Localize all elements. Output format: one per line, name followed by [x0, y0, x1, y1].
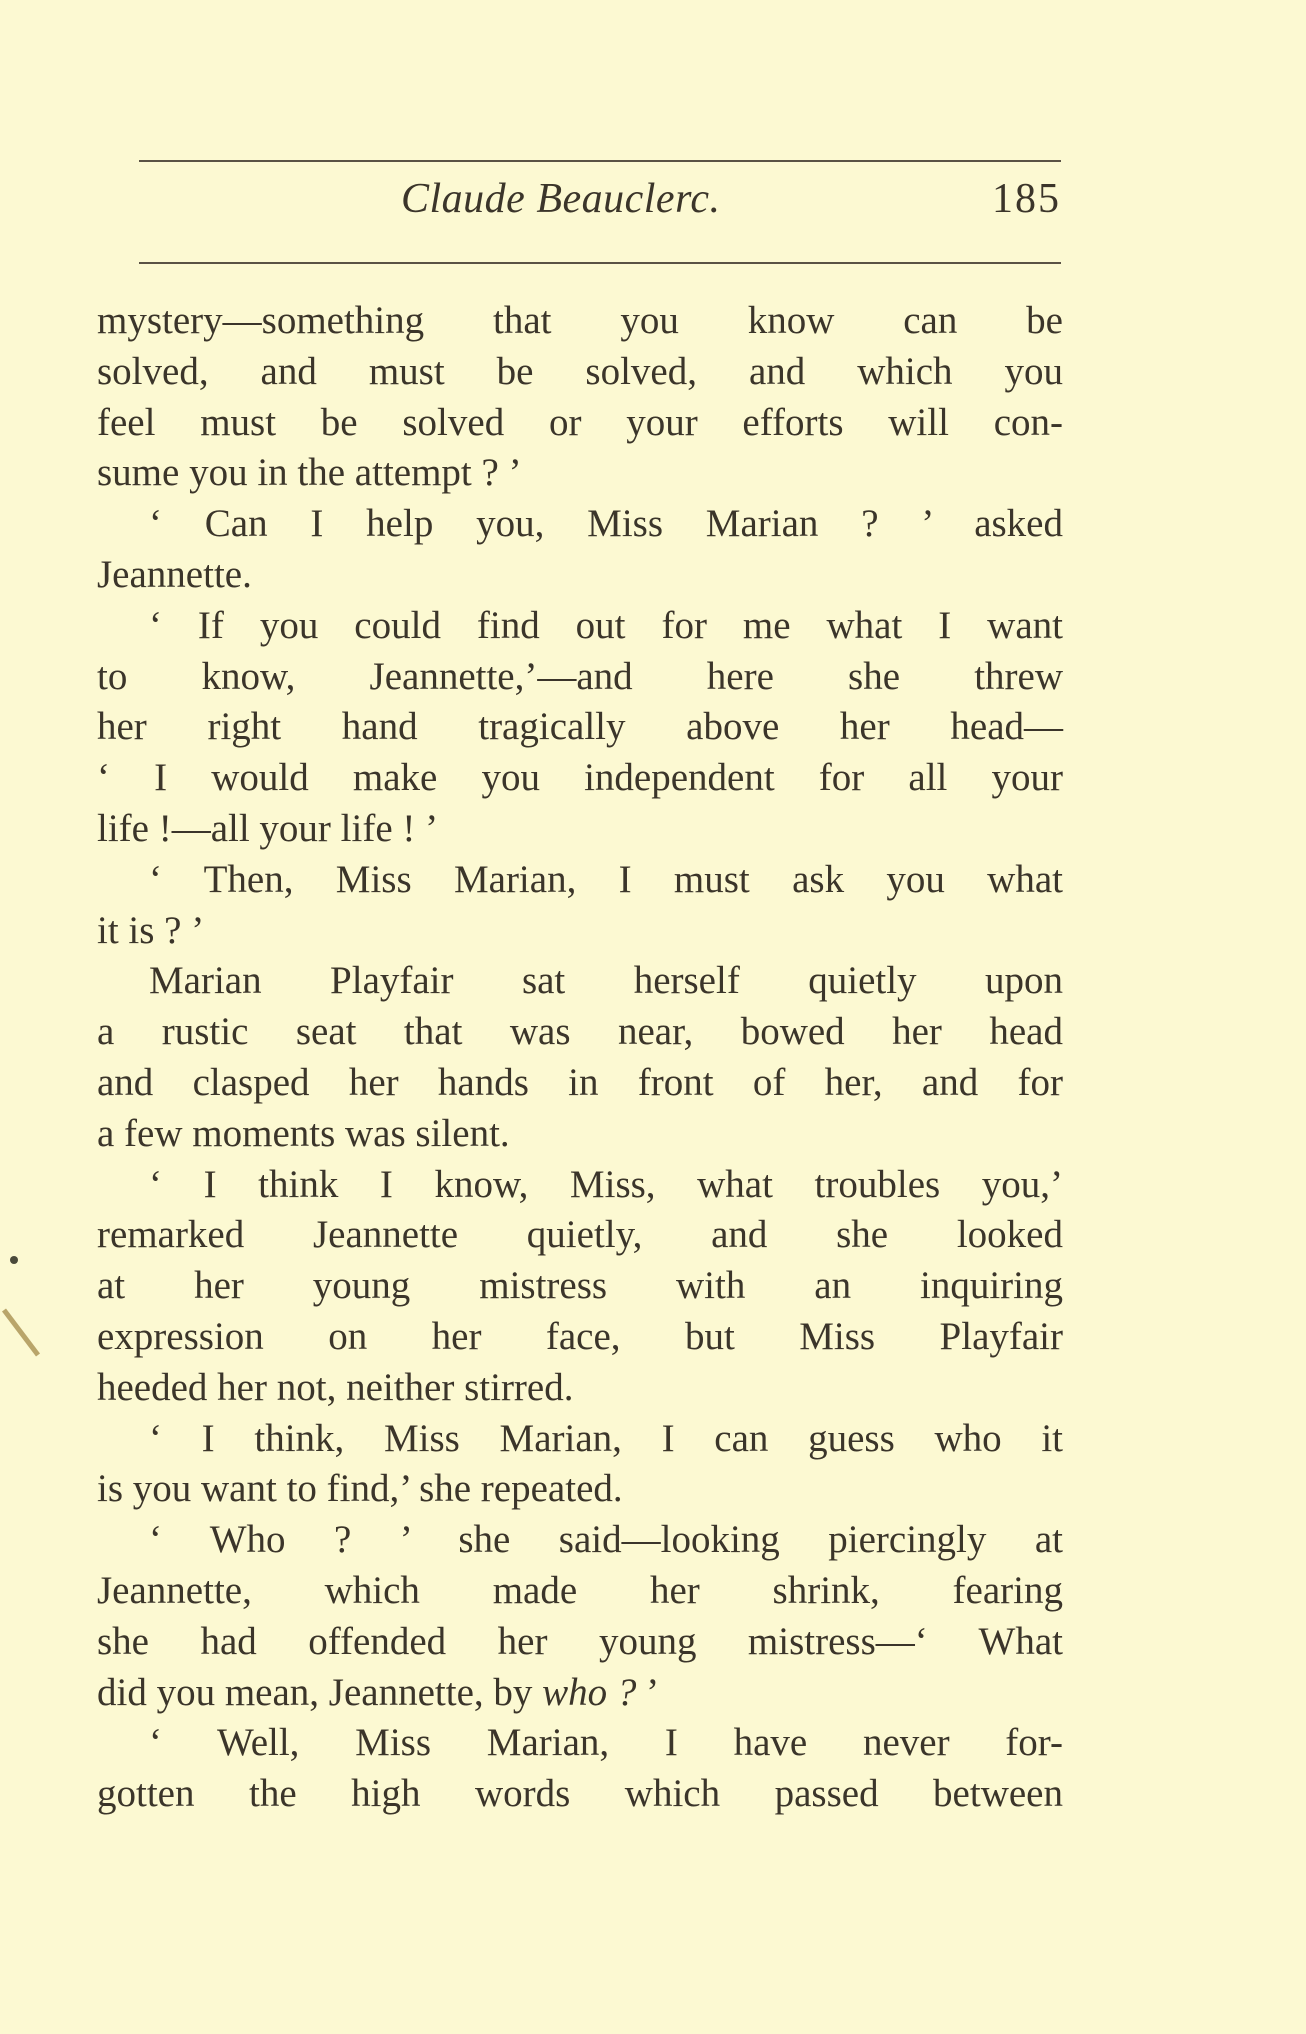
line-text: ‘ I would make you independent for all your	[97, 756, 1063, 800]
line-text: solved, and must be solved, and which you	[97, 349, 1063, 393]
line-text: ‘ Can I help you, Miss Marian ? ’ asked	[149, 502, 1063, 546]
body-text	[97, 296, 1063, 1820]
text-line	[97, 398, 1063, 449]
text-line	[97, 1261, 1063, 1312]
line-text: is you want to find,’ she repeated.	[97, 1467, 623, 1511]
text-line	[97, 1007, 1063, 1058]
text-line	[97, 550, 1063, 601]
line-text: it is ? ’	[97, 908, 205, 952]
text-line	[97, 1414, 1063, 1465]
text-line	[97, 1515, 1063, 1566]
line-text: to know, Jeannette,’—and here she threw	[97, 654, 1063, 698]
text-line	[97, 1109, 1063, 1160]
text-line	[97, 1617, 1063, 1668]
line-text: life !—all your life ! ’	[97, 806, 439, 850]
text-line	[97, 906, 1063, 957]
ink-speck	[10, 1256, 18, 1264]
running-header	[139, 175, 1061, 235]
text-line	[97, 1210, 1063, 1261]
text-line	[97, 1668, 1063, 1719]
line-text: ‘ I think, Miss Marian, I can guess who it	[149, 1416, 1063, 1460]
text-line	[97, 1566, 1063, 1617]
text-line	[97, 347, 1063, 398]
text-line	[97, 1718, 1063, 1769]
page-number: 185	[992, 176, 1061, 222]
italic-word: who ?	[542, 1670, 637, 1714]
running-title: Claude Beauclerc.	[401, 176, 721, 222]
margin-marks	[0, 1230, 60, 1370]
line-text: mystery—something that you know can be	[97, 299, 1063, 342]
text-line	[97, 499, 1063, 550]
line-text: at her young mistress with an inquiring	[97, 1264, 1063, 1308]
text-line	[97, 448, 1063, 499]
line-text: and clasped her hands in front of her, and for	[97, 1060, 1063, 1104]
header-rule-top	[139, 160, 1061, 162]
line-text: her right hand tragically above her head—	[97, 705, 1063, 749]
margin-scratch	[4, 1310, 38, 1355]
text-line	[97, 652, 1063, 703]
line-text: sume you in the attempt ? ’	[97, 451, 522, 495]
line-text: heeded her not, neither stirred.	[97, 1365, 574, 1409]
line-text: gotten the high words which passed between	[97, 1772, 1063, 1816]
line-text: a few moments was silent.	[97, 1111, 510, 1155]
line-text: feel must be solved or your efforts will con-	[97, 400, 1063, 444]
line-text: expression on her face, but Miss Playfair	[97, 1314, 1063, 1358]
text-line	[97, 1363, 1063, 1414]
line-text: a rustic seat that was near, bowed her head	[97, 1010, 1063, 1054]
text-line	[97, 1058, 1063, 1109]
text-line	[97, 1160, 1063, 1211]
text-line	[97, 1769, 1063, 1820]
text-line	[97, 601, 1063, 652]
text-line	[97, 1312, 1063, 1363]
text-line	[97, 753, 1063, 804]
line-text: ‘ I think I know, Miss, what troubles you,’	[149, 1162, 1063, 1206]
text-line	[97, 296, 1063, 347]
line-text: ‘ Then, Miss Marian, I must ask you what	[149, 857, 1063, 901]
text-line	[97, 702, 1063, 753]
text-line	[97, 855, 1063, 906]
line-text: Jeannette.	[97, 552, 252, 596]
line-text: Jeannette, which made her shrink, fearing	[97, 1568, 1063, 1612]
text-line	[97, 956, 1063, 1007]
line-text: ‘ Who ? ’ she said—looking piercingly at	[149, 1518, 1063, 1562]
line-text: Marian Playfair sat herself quietly upon	[149, 959, 1063, 1003]
line-text: ‘ If you could find out for me what I want	[149, 603, 1063, 647]
line-text: she had offended her young mistress—‘ What	[97, 1619, 1063, 1663]
line-tail: ’	[636, 1670, 660, 1714]
header-rule-bottom	[139, 262, 1061, 264]
text-line	[97, 804, 1063, 855]
line-text: did you mean, Jeannette, by	[97, 1670, 543, 1714]
line-text: ‘ Well, Miss Marian, I have never for-	[149, 1721, 1063, 1765]
text-line	[97, 1464, 1063, 1515]
line-text: remarked Jeannette quietly, and she looked	[97, 1213, 1063, 1257]
